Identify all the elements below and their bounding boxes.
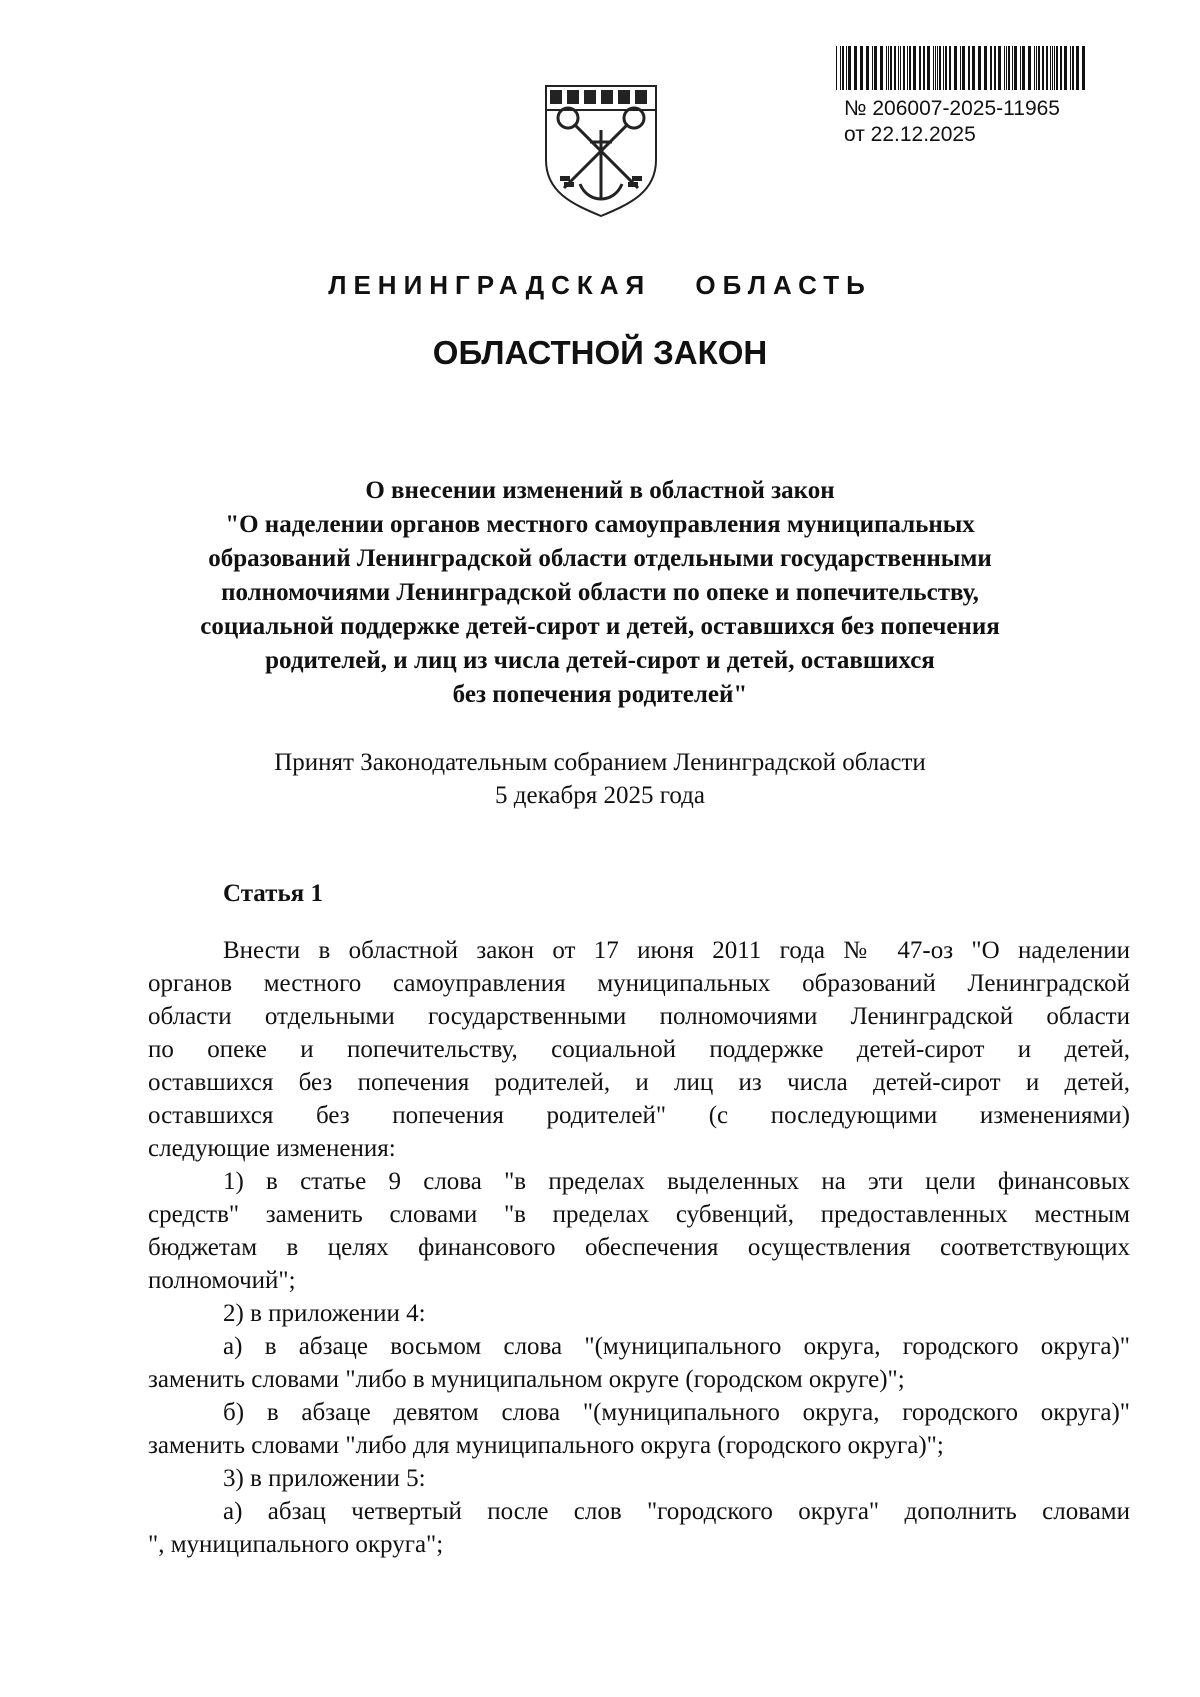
text-line: следующие изменения: <box>148 1135 396 1162</box>
title-line: "О наделении органов местного самоуправления муниципальных <box>225 511 975 538</box>
registration-date: от 22.12.2025 <box>844 123 976 146</box>
title-line: О внесении изменений в областной закон <box>365 477 835 504</box>
adoption-note <box>130 746 1070 812</box>
paragraph <box>148 1495 1130 1561</box>
text-line: б) в абзаце девятом слова "(муниципального округа, городского округа)" <box>223 1399 1130 1426</box>
text-line: заменить словами "либо в муниципальном округе (городском округе)"; <box>148 1366 905 1393</box>
adoption-date: 5 декабря 2025 года <box>495 782 705 809</box>
text-line: бюджетам в целях финансового обеспечения осуществления соответствующих <box>148 1234 1130 1261</box>
paragraph <box>148 1462 1130 1495</box>
adoption-line: Принят Законодательным собранием Ленинградской области <box>274 749 926 776</box>
registration-block <box>844 96 1060 148</box>
text-line: полномочий"; <box>148 1267 296 1294</box>
title-line: образований Ленинградской области отдельными государственными <box>208 545 992 572</box>
title-line: без попечения родителей" <box>452 681 748 708</box>
paragraph <box>148 1297 1130 1330</box>
text-line: по опеке и попечительству, социальной поддержке детей-сирот и детей, <box>148 1036 1130 1063</box>
leningrad-oblast-coat-of-arms-icon <box>540 80 662 220</box>
barcode-icon <box>834 46 1088 90</box>
text-line: 1) в статье 9 слова "в пределах выделенных на эти цели финансовых <box>223 1168 1130 1195</box>
text-line: ", муниципального округа"; <box>148 1531 444 1558</box>
text-line: 3) в приложении 5: <box>223 1465 426 1492</box>
text-line: области отдельными государственными полномочиями Ленинградской области <box>148 1003 1130 1030</box>
title-line: социальной поддержке детей-сирот и детей, оставшихся без попечения <box>200 613 1000 640</box>
text-line: оставшихся без попечения родителей" (с последующими изменениями) <box>148 1102 1130 1129</box>
paragraph <box>148 934 1130 1165</box>
text-line: Внести в областной закон от 17 июня 2011 года № 47-оз "О наделении <box>223 937 1130 964</box>
article-heading: Статья 1 <box>223 880 323 907</box>
text-line: заменить словами "либо для муниципального округа (городского округа)"; <box>148 1432 944 1459</box>
title-line: родителей, и лиц из числа детей-сирот и детей, оставшихся <box>265 647 935 674</box>
law-type-heading: ОБЛАСТНОЙ ЗАКОН <box>432 334 768 371</box>
title-line: полномочиями Ленинградской области по опеке и попечительству, <box>221 579 979 606</box>
registration-number: № 206007-2025-11965 <box>844 97 1060 120</box>
text-line: оставшихся без попечения родителей, и лиц из числа детей-сирот и детей, <box>148 1069 1130 1096</box>
paragraph <box>148 1165 1130 1297</box>
text-line: 2) в приложении 4: <box>223 1300 426 1327</box>
text-line: а) в абзаце восьмом слова "(муниципального округа, городского округа)" <box>223 1333 1130 1360</box>
text-line: органов местного самоуправления муниципальных образований Ленинградской <box>148 970 1130 997</box>
law-title <box>130 474 1070 712</box>
paragraph <box>148 1396 1130 1462</box>
text-line: а) абзац четвертый после слов "городского округа" дополнить словами <box>223 1498 1130 1525</box>
article-body <box>148 934 1130 1561</box>
text-line: средств" заменить словами "в пределах субвенций, предоставленных местным <box>148 1201 1130 1228</box>
region-heading: ЛЕНИНГРАДСКАЯ ОБЛАСТЬ <box>328 270 872 300</box>
paragraph <box>148 1330 1130 1396</box>
